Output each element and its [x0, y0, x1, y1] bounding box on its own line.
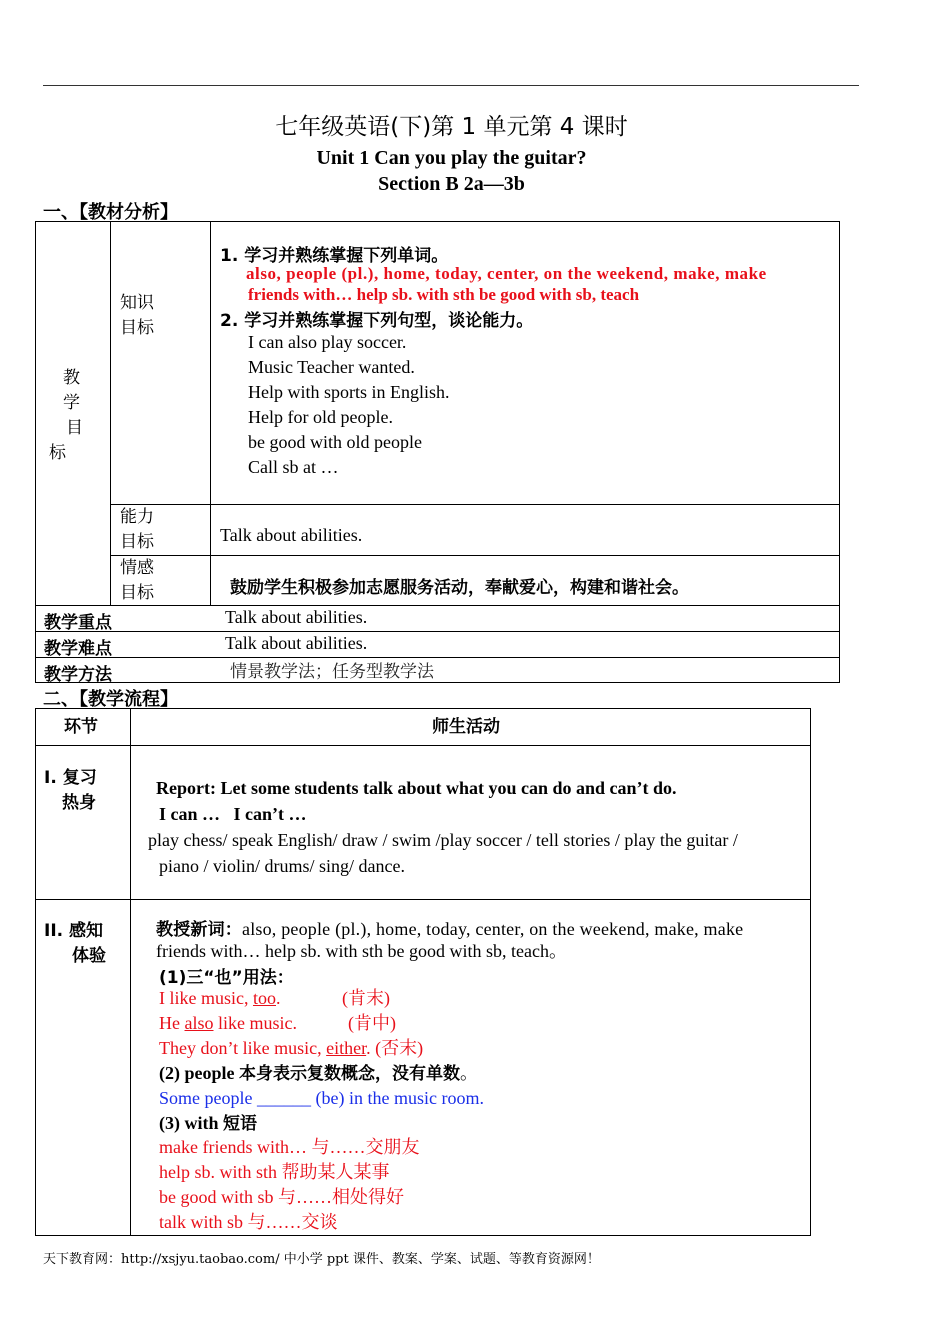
example-too-note: (肯末) — [342, 988, 390, 1008]
sentence-6: Call sb at … — [248, 457, 339, 477]
page-title: 七年级英语(下)第 1 单元第 4 课时 — [275, 114, 628, 140]
stage1-list-line1: play chess/ speak English/ draw / swim /play soccer / tell stories / play the guitar / — [148, 830, 738, 850]
phrase-2: help sb. with sth 帮助某人某事 — [159, 1162, 390, 1182]
top-rule — [43, 85, 859, 86]
footer-text: 天下教育网：http://xsjyu.taobao.com/ 中小学 ppt 课件、教案、学案、试题、等教育资源网！ — [43, 1252, 600, 1267]
phrase-4: talk with sb 与……交谈 — [159, 1212, 338, 1232]
sentence-3: Help with sports in English. — [248, 382, 450, 402]
stage1-label: I. 复习 热身 — [44, 768, 97, 813]
stage2-label: II. 感知 体验 — [44, 921, 106, 966]
example-also: He also like music. — [159, 1013, 297, 1033]
section1-heading: 一、【教材分析】 — [43, 202, 178, 223]
knowledge-item1-title: 1. 学习并熟练掌握下列单词。 — [220, 246, 449, 266]
methods-label: 教学方法 — [44, 665, 112, 685]
col-stage-header: 环节 — [64, 717, 98, 737]
key-points-content: Talk about abilities. — [225, 607, 368, 627]
stage2-new-words-line1: 教授新词：also, people (pl.), home, today, center, on the weekend, make, make — [156, 919, 744, 940]
key-points-label: 教学重点 — [44, 613, 112, 633]
col-activity-header: 师生活动 — [432, 717, 500, 737]
stage1-ican: I can … I can’t … — [159, 804, 307, 824]
ability-content: Talk about abilities. — [220, 525, 363, 545]
difficulties-label: 教学难点 — [44, 639, 112, 659]
emotion-label: 情感 目标 — [120, 558, 154, 603]
knowledge-words-line2: friends with… help sb. with sth be good with sb, teach — [248, 285, 640, 304]
stage1-report: Report: Let some students talk about what you can do and can’t do. — [156, 778, 677, 798]
knowledge-words-line1: also, people (pl.), home, today, center, on the weekend, make, make — [246, 264, 767, 283]
example-also-note: (肯中) — [348, 1013, 396, 1033]
phrase-3: be good with sb 与……相处得好 — [159, 1187, 404, 1207]
ability-label: 能力 目标 — [120, 507, 154, 552]
point2-title: (2) people 本身表示复数概念，没有单数。 — [159, 1063, 478, 1084]
stage1-list-line2: piano / violin/ drums/ sing/ dance. — [159, 856, 405, 876]
sentence-1: I can also play soccer. — [248, 332, 407, 352]
point1-title: (1)三“也”用法： — [159, 968, 294, 988]
methods-content: 情景教学法；任务型教学法 — [230, 662, 434, 682]
goal-group-label: 教 学 目 标 — [49, 368, 83, 463]
phrase-1: make friends with… 与……交朋友 — [159, 1137, 420, 1157]
knowledge-item2-title: 2. 学习并熟练掌握下列句型，谈论能力。 — [220, 311, 534, 331]
sentence-2: Music Teacher wanted. — [248, 357, 415, 377]
sentence-4: Help for old people. — [248, 407, 393, 427]
example-either: They don’t like music, either. (否末) — [159, 1038, 424, 1058]
point3-title: (3) with 短语 — [159, 1113, 257, 1134]
emotion-content: 鼓励学生积极参加志愿服务活动，奉献爱心，构建和谐社会。 — [230, 578, 689, 598]
unit-title: Unit 1 Can you play the guitar? — [316, 147, 587, 169]
knowledge-label: 知识 目标 — [120, 293, 154, 338]
section-title: Section B 2a—3b — [378, 173, 525, 195]
stage2-new-words-line2: friends with… help sb. with sth be good with sb, teach。 — [156, 941, 567, 961]
example-too: I like music, too. — [159, 988, 281, 1008]
difficulties-content: Talk about abilities. — [225, 633, 368, 653]
section2-heading: 二、【教学流程】 — [43, 689, 178, 710]
point2-example: Some people ______ (be) in the music room. — [159, 1088, 484, 1108]
sentence-5: be good with old people — [248, 432, 422, 452]
